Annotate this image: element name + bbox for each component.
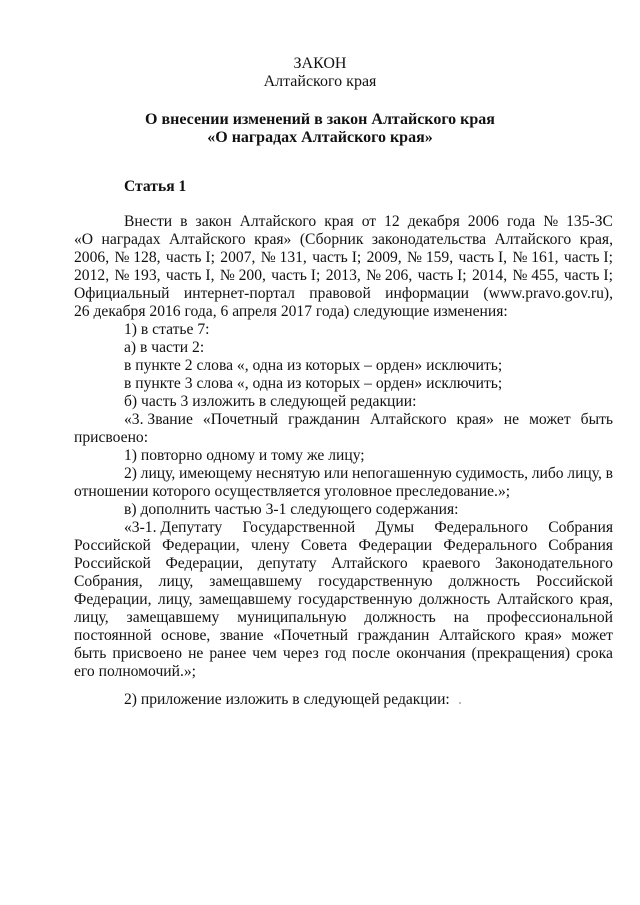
word: Официальный (74, 285, 170, 302)
word: «3. Звание (124, 411, 193, 428)
word: № 161, (512, 249, 559, 266)
word: 2007, (220, 249, 256, 266)
quote-31-line-6 (74, 609, 613, 627)
document-region: Алтайского края (263, 73, 377, 90)
subject-line-2: «О наградах Алтайского края» (207, 129, 433, 146)
intro-line-1 (124, 213, 613, 231)
word: не (188, 645, 204, 662)
word: края, (579, 591, 613, 608)
word: часть I; (563, 249, 613, 266)
word: Алтайского (494, 231, 572, 248)
word: «3-1. Депутату (124, 519, 223, 536)
word: окончания (396, 645, 466, 662)
word: 2006, (74, 249, 110, 266)
word: постоянной (74, 627, 152, 644)
word: Российской (74, 537, 151, 554)
word: 12 (384, 213, 400, 230)
word: 2013, (325, 267, 361, 284)
quote-3-line-2: присвоено: (74, 429, 149, 446)
word: Собрания (548, 519, 613, 536)
word: может (571, 627, 613, 644)
word: закон (195, 213, 232, 230)
word: краевого (422, 555, 481, 572)
item-1b: б) часть 3 изложить в следующей редакции: (124, 393, 417, 410)
word: № 455, (512, 267, 559, 284)
word: № 200, (219, 267, 266, 284)
word: профессиональной (486, 609, 613, 626)
word: часть I; (271, 267, 321, 284)
scan-speck (459, 702, 461, 704)
word: может (529, 411, 571, 428)
word: часть I, (165, 267, 215, 284)
word: непогашенную (352, 465, 452, 482)
word: Собрания, (74, 573, 143, 590)
word: № 193, (114, 267, 161, 284)
word: быть (74, 645, 107, 662)
word: 2012, (74, 267, 110, 284)
word: лицу, (140, 465, 176, 482)
word: или (323, 465, 349, 482)
item-1v: в) дополнить частью 3-1 следующего содержания: (124, 501, 459, 518)
word: Алтайского (331, 555, 408, 572)
quote-3-item-2-line-2: отношении которого осуществляется уголовное преследование.»; (74, 483, 511, 500)
quote-31-line-7 (74, 627, 613, 645)
word: № 128, (114, 249, 161, 266)
word: Совета (300, 537, 348, 554)
word: № (543, 213, 559, 230)
intro-line-4 (74, 267, 613, 285)
word: должность (448, 573, 521, 590)
word: года (506, 213, 536, 230)
word: информации (385, 285, 470, 302)
quote-31-line-3 (74, 555, 613, 573)
word: лицу, (158, 573, 194, 590)
word: после (352, 645, 391, 662)
word: законодательства (371, 231, 487, 248)
intro-line-2 (74, 231, 613, 249)
word: Федерального (443, 537, 537, 554)
word: Внести (124, 213, 173, 230)
word: часть I; (563, 267, 613, 284)
word: неснятую (256, 465, 321, 482)
word: присвоено (112, 645, 183, 662)
word: 2006 (467, 213, 499, 230)
word: (www.pravo.gov.ru), (483, 285, 613, 302)
word: замещавшему (126, 609, 220, 626)
word: быть (580, 411, 613, 428)
quote-3-line-1 (124, 411, 613, 429)
item-1a-point-2: в пункте 2 слова «, одна из которых – орден» исключить; (124, 357, 503, 374)
word: имеющему (178, 465, 253, 482)
word: № 159, (407, 249, 454, 266)
word: чем (252, 645, 277, 662)
word: Российской (536, 573, 613, 590)
item-1a-point-3: в пункте 3 слова «, одна из которых – орден» исключить; (124, 375, 503, 392)
word: Федерального (434, 519, 528, 536)
word: декабря (407, 213, 460, 230)
word: Алтайского (496, 591, 574, 608)
word: правовой (309, 285, 371, 302)
word: замещавшему (209, 573, 303, 590)
word: края (324, 213, 354, 230)
subject-line-1: О внесении изменений в закон Алтайского края (145, 111, 495, 128)
word: на (453, 609, 469, 626)
word: гражданин (357, 627, 430, 644)
word: «Почетный (272, 627, 349, 644)
item-1: 1) в статье 7: (124, 321, 210, 338)
word: Алтайского (369, 411, 447, 428)
word: наградах (101, 231, 161, 248)
word: 2) (124, 465, 137, 482)
word: Российской (74, 555, 151, 572)
word: № 206, (366, 267, 413, 284)
intro-line-6: 26 декабря 2016 года, 6 апреля 2017 года) следующие изменения: (74, 303, 508, 320)
quote-31-line-8 (74, 645, 613, 663)
word: замещавшему (198, 591, 292, 608)
word: часть I; (165, 249, 215, 266)
word: «Почетный (202, 411, 279, 428)
word: через (282, 645, 319, 662)
word: 2009, (366, 249, 402, 266)
item-2: 2) приложение изложить в следующей редакции: (124, 691, 450, 708)
word: Собрания (548, 537, 613, 554)
word: должность (418, 591, 491, 608)
word: Федерации (358, 537, 433, 554)
word: срока (576, 645, 613, 662)
word: основе, (160, 627, 211, 644)
word: часть I; (312, 249, 362, 266)
word: 135-ЗС (566, 213, 613, 230)
word: часть I; (417, 267, 467, 284)
word: края» (456, 411, 494, 428)
word: края» (254, 231, 292, 248)
word: не (503, 411, 520, 428)
word: муниципальную (237, 609, 347, 626)
word: звание (219, 627, 264, 644)
intro-line-3 (74, 249, 613, 267)
word: интернет-портал (183, 285, 295, 302)
word: в (605, 465, 613, 482)
word: должность (364, 609, 436, 626)
word: № 131, (260, 249, 307, 266)
quote-31-line-9: его полномочий.»; (74, 663, 197, 680)
quote-3-item-1: 1) повторно одному и тому же лицу; (124, 447, 365, 464)
word: от (361, 213, 377, 230)
quote-3-item-2-line-1 (124, 465, 613, 483)
word: (Сборник (299, 231, 364, 248)
quote-31-line-4 (74, 573, 613, 591)
word: Алтайского (239, 213, 317, 230)
word: лицу, (157, 591, 193, 608)
word: края, (579, 231, 613, 248)
item-1a: а) в части 2: (124, 339, 205, 356)
quote-31-line-2 (74, 537, 613, 555)
word: либо (531, 465, 564, 482)
word: Алтайского (169, 231, 246, 248)
quote-31-line-1 (124, 519, 613, 537)
word: «О (74, 231, 94, 248)
word: государственную (298, 591, 413, 608)
article-heading: Статья 1 (124, 178, 187, 195)
word: судимость, (455, 465, 529, 482)
word: Федерации, (74, 591, 152, 608)
word: Алтайского (438, 627, 516, 644)
word: Федерации, (162, 537, 240, 554)
word: депутату (257, 555, 317, 572)
word: члену (250, 537, 290, 554)
word: гражданин (288, 411, 360, 428)
word: (прекращения) (471, 645, 571, 662)
word: часть I, (458, 249, 508, 266)
word: Государственной (242, 519, 356, 536)
word: год (324, 645, 347, 662)
intro-line-5 (74, 285, 613, 303)
word: в (180, 213, 188, 230)
word: лицу, (74, 609, 109, 626)
word: государственную (318, 573, 433, 590)
word: ранее (209, 645, 247, 662)
word: 2014, (472, 267, 508, 284)
word: лицу, (567, 465, 602, 482)
word: Законодательного (494, 555, 613, 572)
document-title: ЗАКОН (293, 55, 347, 72)
word: края» (524, 627, 562, 644)
word: Федерации, (165, 555, 243, 572)
quote-31-line-5 (74, 591, 613, 609)
word: Думы (375, 519, 415, 536)
